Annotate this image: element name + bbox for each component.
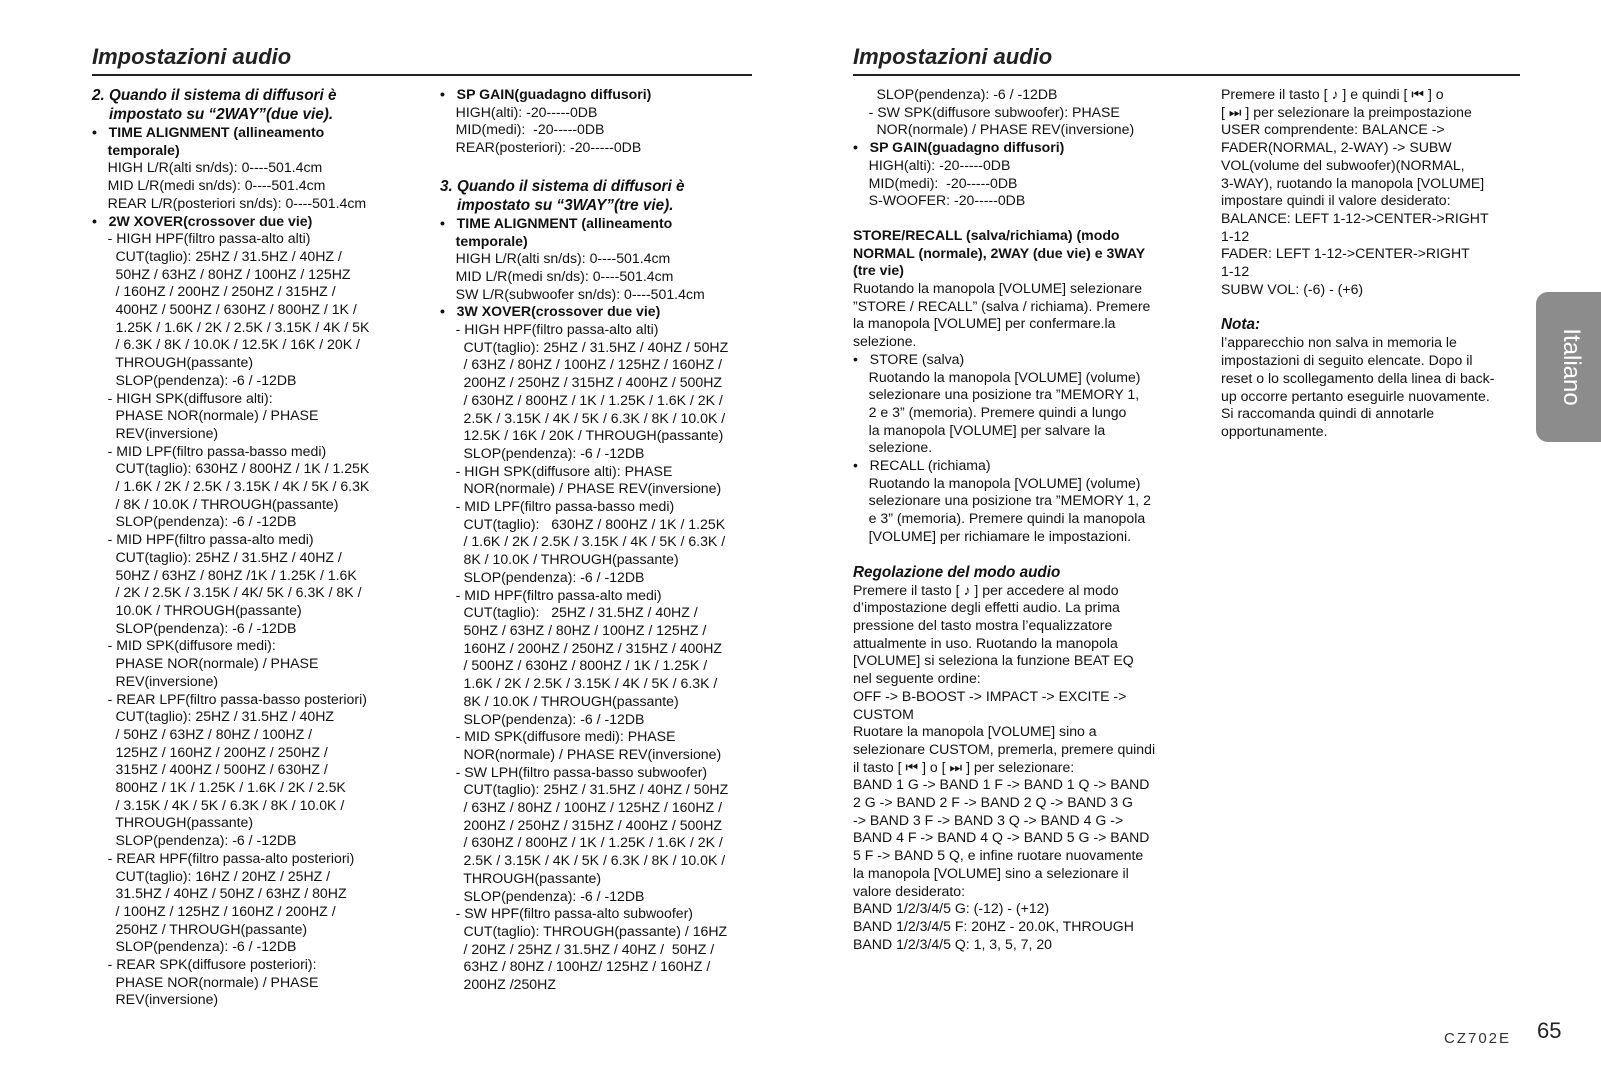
text-line: 1.6K / 2K / 2.5K / 3.15K / 4K / 5K / 6.3K / (440, 675, 718, 692)
text-line: 63HZ / 80HZ / 100HZ/ 125HZ / 160HZ / (440, 958, 711, 975)
text-line: BALANCE: LEFT 1-12->CENTER->RIGHT (1221, 209, 1489, 226)
text-line: MID L/R(medi sn/ds): 0----501.4cm (440, 267, 674, 284)
text-line: BAND 1/2/3/4/5 G: (-12) - (+12) (853, 900, 1050, 917)
text-line: / 6.3K / 8K / 10.0K / 12.5K / 16K / 20K / (92, 336, 360, 353)
text-line: SLOP(pendenza): -6 / -12DB (853, 86, 1058, 102)
text-line: valore desiderato: (853, 882, 966, 899)
text-line: 2 e 3” (memoria). Premere quindi a lungo (853, 403, 1127, 420)
text-line: CUT(taglio): 630HZ / 800HZ / 1K / 1.25K (440, 515, 726, 532)
text-line: CUT(taglio): 630HZ / 800HZ / 1K / 1.25K (92, 460, 370, 477)
text-line: SUBW VOL: (-6) - (+6) (1221, 280, 1364, 297)
text-line: - REAR LPF(filtro passa-basso posteriori) (92, 690, 367, 707)
text-line: la manopola [VOLUME] per salvare la (853, 421, 1106, 438)
text-line: attualmente in uso. Ruotando la manopola (853, 634, 1118, 651)
text-line: [ ⏭ ] per selezionare la preimpostazione (1221, 103, 1472, 120)
text-line: • SP GAIN(guadagno diffusori) (853, 139, 1065, 156)
text-line: 250HZ / THROUGH(passante) (92, 920, 308, 937)
text-line: / 1.6K / 2K / 2.5K / 3.15K / 4K / 5K / 6.3K / (440, 533, 726, 550)
text-line: Premere il tasto [ ♪ ] e quindi [ ⏮ ] o (1221, 86, 1444, 102)
text-line: 5 F -> BAND 5 Q, e infine ruotare nuovamente (853, 847, 1144, 864)
text-line: CUT(taglio): 16HZ / 20HZ / 25HZ / (92, 867, 331, 884)
text-line: Ruotando la manopola [VOLUME] selezionare (853, 280, 1143, 297)
text-line: • STORE (salva) (853, 350, 965, 367)
text-line: 800HZ / 1K / 1.25K / 1.6K / 2K / 2.5K (92, 779, 346, 796)
text-line: 8K / 10.0K / THROUGH(passante) (440, 692, 679, 709)
text-line: S-WOOFER: -20-----0DB (853, 192, 1026, 209)
text-line: impostazioni di seguito elencate. Dopo il (1221, 352, 1473, 369)
text-line: SLOP(pendenza): -6 / -12DB (440, 710, 645, 727)
text-line: REV(inversione) (92, 424, 219, 441)
text-line: CUT(taglio): 25HZ / 31.5HZ / 40HZ / (92, 247, 342, 264)
text-line: • 2W XOVER(crossover due vie) (92, 212, 313, 229)
text-line: SLOP(pendenza): -6 / -12DB (92, 938, 297, 955)
text-line: up occorre pertanto eseguirle nuovamente. (1221, 387, 1490, 404)
page-title-right: Impostazioni audio (853, 42, 1520, 76)
text-line: / 100HZ / 125HZ / 160HZ / 200HZ / (92, 902, 336, 919)
text-line: SLOP(pendenza): -6 / -12DB (92, 619, 297, 636)
text-line: / 160HZ / 200HZ / 250HZ / 315HZ / (92, 283, 336, 300)
section-heading: Nota: (1221, 316, 1261, 334)
text-line: CUSTOM (853, 705, 914, 722)
text-line: 50HZ / 63HZ / 80HZ / 100HZ / 125HZ / (440, 621, 707, 638)
text-line: - MID HPF(filtro passa-alto medi) (92, 531, 314, 548)
text-line: - MID HPF(filtro passa-alto medi) (440, 586, 662, 603)
text-line: / 1.6K / 2K / 2.5K / 3.15K / 4K / 5K / 6.3K (92, 478, 370, 495)
text-line: - HIGH SPK(diffusore alti): (92, 389, 273, 406)
spacer (853, 210, 1173, 227)
text-line: 200HZ / 250HZ / 315HZ / 400HZ / 500HZ (440, 374, 722, 391)
section-heading: 3. Quando il sistema di diffusori è (440, 177, 685, 195)
text-line: 125HZ / 160HZ / 200HZ / 250HZ / (92, 743, 328, 760)
section-heading: Regolazione del modo audio (853, 563, 1061, 581)
text-line: CUT(taglio): 25HZ / 31.5HZ / 40HZ / (92, 548, 342, 565)
text-line: 160HZ / 200HZ / 250HZ / 315HZ / 400HZ (440, 639, 722, 656)
text-line: -> BAND 3 F -> BAND 3 Q -> BAND 4 G -> (853, 811, 1124, 828)
page-title-left: Impostazioni audio (92, 42, 752, 76)
text-line: THROUGH(passante) (440, 869, 602, 886)
text-line: 400HZ / 500HZ / 630HZ / 800HZ / 1K / (92, 301, 357, 318)
text-line: - MID SPK(diffusore medi): PHASE (440, 728, 676, 745)
text-line: FADER(NORMAL, 2-WAY) -> SUBW (1221, 139, 1452, 156)
text-line: 50HZ / 63HZ / 80HZ / 100HZ / 125HZ (92, 265, 351, 282)
text-line: NOR(normale) / PHASE REV(inversione) (853, 121, 1135, 138)
text-line: PHASE NOR(normale) / PHASE (92, 407, 319, 424)
text-line: 31.5HZ / 40HZ / 50HZ / 63HZ / 80HZ (92, 885, 347, 902)
model-number: CZ702E (1444, 1030, 1512, 1047)
text-line: 10.0K / THROUGH(passante) (92, 601, 302, 618)
text-line: - HIGH HPF(filtro passa-alto alti) (92, 230, 311, 247)
text-line: - MID LPF(filtro passa-basso medi) (92, 442, 327, 459)
text-line: VOL(volume del subwoofer)(NORMAL, (1221, 156, 1465, 173)
text-line: HIGH L/R(alti sn/ds): 0----501.4cm (92, 159, 323, 176)
text-line: selezionare una posizione tra ”MEMORY 1, 2 (853, 492, 1151, 509)
text-line: 12.5K / 16K / 20K / THROUGH(passante) (440, 427, 724, 444)
text-line: d’impostazione degli effetti audio. La prima (853, 599, 1120, 616)
text-line: / 8K / 10.0K / THROUGH(passante) (92, 495, 339, 512)
text-line: nel seguente ordine: (853, 670, 981, 687)
text-line: 200HZ / 250HZ / 315HZ / 400HZ / 500HZ (440, 816, 722, 833)
text-line: FADER: LEFT 1-12->CENTER->RIGHT (1221, 245, 1470, 262)
text-line: / 630HZ / 800HZ / 1K / 1.25K / 1.6K / 2K / (440, 834, 723, 851)
text-line: (tre vie) (853, 262, 904, 279)
text-line: la manopola [VOLUME] per confermare.la (853, 315, 1116, 332)
spacer (853, 546, 1173, 563)
section-heading: 2. Quando il sistema di diffusori è (92, 87, 337, 104)
text-line: BAND 4 F -> BAND 4 Q -> BAND 5 G -> BAND (853, 829, 1150, 846)
text-line: • 3W XOVER(crossover due vie) (440, 303, 661, 320)
text-line: THROUGH(passante) (92, 814, 254, 831)
text-line: PHASE NOR(normale) / PHASE (92, 973, 319, 990)
spacer (1221, 298, 1515, 315)
text-line: ”STORE / RECALL” (salva / richiama). Premere (853, 297, 1151, 314)
text-line: Si raccomanda quindi di annotarle (1221, 405, 1435, 422)
text-line: SLOP(pendenza): -6 / -12DB (440, 568, 645, 585)
text-line: OFF -> B-BOOST -> IMPACT -> EXCITE -> (853, 687, 1127, 704)
text-line: REV(inversione) (92, 672, 219, 689)
text-line: SW L/R(subwoofer sn/ds): 0----501.4cm (440, 285, 705, 302)
text-line: MID(medi): -20-----0DB (440, 121, 605, 138)
text-line: USER comprendente: BALANCE -> (1221, 121, 1445, 138)
text-line: Ruotando la manopola [VOLUME] (volume) (853, 368, 1141, 385)
column-4 (1221, 86, 1515, 441)
text-line: SLOP(pendenza): -6 / -12DB (440, 444, 645, 461)
text-line: / 500HZ / 630HZ / 800HZ / 1K / 1.25K / (440, 657, 708, 674)
text-line: selezione. (853, 333, 917, 350)
text-line: Ruotando la manopola [VOLUME] (volume) (853, 474, 1141, 491)
text-line: [VOLUME] per richiamare le impostazioni. (853, 527, 1132, 544)
text-line: SLOP(pendenza): -6 / -12DB (92, 832, 297, 849)
text-line: / 3.15K / 4K / 5K / 6.3K / 8K / 10.0K / (92, 796, 345, 813)
text-line: MID(medi): -20-----0DB (853, 174, 1018, 191)
text-line: BAND 1/2/3/4/5 Q: 1, 3, 5, 7, 20 (853, 935, 1052, 952)
text-line: [VOLUME] si seleziona la funzione BEAT EQ (853, 652, 1134, 669)
page-number: 65 (1537, 1018, 1562, 1043)
text-line: • TIME ALIGNMENT (allineamento (440, 214, 673, 231)
text-line: reset o lo scollegamento della linea di back- (1221, 369, 1495, 386)
text-line: / 63HZ / 80HZ / 100HZ / 125HZ / 160HZ / (440, 356, 722, 373)
text-line: selezionare una posizione tra ”MEMORY 1, (853, 386, 1140, 403)
text-line: SLOP(pendenza): -6 / -12DB (440, 887, 645, 904)
text-line: l’apparecchio non salva in memoria le (1221, 334, 1457, 351)
text-line: pressione del tasto mostra l’equalizzatore (853, 616, 1113, 633)
text-line: Premere il tasto [ ♪ ] per accedere al modo (853, 581, 1119, 598)
text-line: - SW SPK(diffusore subwoofer): PHASE (853, 103, 1120, 120)
text-line: 200HZ /250HZ (440, 976, 556, 993)
text-line: CUT(taglio): 25HZ / 31.5HZ / 40HZ (92, 708, 335, 725)
column-2 (440, 86, 758, 994)
text-line: • RECALL (richiama) (853, 457, 991, 474)
text-line: / 2K / 2.5K / 3.15K / 4K/ 5K / 6.3K / 8K / (92, 584, 362, 601)
language-tab (1536, 292, 1601, 442)
text-line: PHASE NOR(normale) / PHASE (92, 655, 319, 672)
text-line: • SP GAIN(guadagno diffusori) (440, 86, 652, 102)
text-line: 2.5K / 3.15K / 4K / 5K / 6.3K / 8K / 10.0K / (440, 409, 726, 426)
text-line: - SW HPF(filtro passa-alto subwoofer) (440, 905, 693, 922)
text-line: BAND 1 G -> BAND 1 F -> BAND 1 Q -> BAND (853, 776, 1150, 793)
text-line: Ruotare la manopola [VOLUME] sino a (853, 723, 1097, 740)
text-line: CUT(taglio): 25HZ / 31.5HZ / 40HZ / (440, 604, 698, 621)
text-line: CUT(taglio): THROUGH(passante) / 16HZ (440, 922, 728, 939)
text-line: 2 G -> BAND 2 F -> BAND 2 Q -> BAND 3 G (853, 794, 1133, 811)
text-line: 3-WAY), ruotando la manopola [VOLUME] (1221, 174, 1485, 191)
text-line: - MID SPK(diffusore medi): (92, 637, 276, 654)
text-line: HIGH(alti): -20-----0DB (853, 156, 1011, 173)
text-line: CUT(taglio): 25HZ / 31.5HZ / 40HZ / 50HZ (440, 781, 729, 798)
text-line: il tasto [ ⏮ ] o [ ⏭ ] per selezionare: (853, 758, 1075, 775)
text-line: - SW LPH(filtro passa-basso subwoofer) (440, 763, 708, 780)
text-line: REV(inversione) (92, 991, 219, 1008)
text-line: - REAR HPF(filtro passa-alto posteriori) (92, 849, 355, 866)
text-line: 1-12 (1221, 263, 1250, 280)
column-1 (92, 86, 412, 1009)
text-line: / 20HZ / 25HZ / 31.5HZ / 40HZ / 50HZ / (440, 940, 715, 957)
text-line: 1.25K / 1.6K / 2K / 2.5K / 3.15K / 4K / 5K (92, 318, 370, 335)
spacer (440, 157, 758, 177)
text-line: / 50HZ / 63HZ / 80HZ / 100HZ / (92, 725, 313, 742)
text-line: - HIGH SPK(diffusore alti): PHASE (440, 462, 673, 479)
text-line: e 3” (memoria). Premere quindi la manopola (853, 510, 1146, 527)
text-line: selezione. (853, 439, 933, 456)
text-line: NOR(normale) / PHASE REV(inversione) (440, 480, 722, 497)
text-line: temporale) (440, 232, 528, 249)
text-line: 50HZ / 63HZ / 80HZ /1K / 1.25K / 1.6K (92, 566, 357, 583)
text-line: - REAR SPK(diffusore posteriori): (92, 956, 317, 973)
text-line: STORE/RECALL (salva/richiama) (modo (853, 226, 1120, 243)
text-line: 315HZ / 400HZ / 500HZ / 630HZ / (92, 761, 328, 778)
section-heading: impostato su “3WAY”(tre vie). (440, 196, 674, 214)
column-3 (853, 86, 1173, 953)
language-tab-label: Italiano (1557, 328, 1585, 406)
text-line: / 630HZ / 800HZ / 1K / 1.25K / 1.6K / 2K / (440, 391, 723, 408)
text-line: REAR L/R(posteriori sn/ds): 0----501.4cm (92, 194, 367, 211)
text-line: NOR(normale) / PHASE REV(inversione) (440, 745, 722, 762)
section-heading: impostato su “2WAY”(due vie). (92, 106, 334, 123)
text-line: NORMAL (normale), 2WAY (due vie) e 3WAY (853, 244, 1146, 261)
text-line: opportunamente. (1221, 422, 1328, 439)
text-line: MID L/R(medi sn/ds): 0----501.4cm (92, 177, 326, 194)
text-line: temporale) (92, 141, 180, 158)
text-line: BAND 1/2/3/4/5 F: 20HZ - 20.0K, THROUGH (853, 917, 1134, 934)
text-line: HIGH(alti): -20-----0DB (440, 103, 598, 120)
text-line: REAR(posteriori): -20-----0DB (440, 139, 642, 156)
text-line: • TIME ALIGNMENT (allineamento (92, 124, 325, 140)
text-line: 2.5K / 3.15K / 4K / 5K / 6.3K / 8K / 10.0K / (440, 852, 726, 869)
text-line: - MID LPF(filtro passa-basso medi) (440, 498, 675, 515)
text-line: SLOP(pendenza): -6 / -12DB (92, 513, 297, 530)
text-line: - HIGH HPF(filtro passa-alto alti) (440, 321, 659, 338)
text-line: 8K / 10.0K / THROUGH(passante) (440, 551, 679, 568)
text-line: 1-12 (1221, 227, 1250, 244)
text-line: SLOP(pendenza): -6 / -12DB (92, 371, 297, 388)
text-line: / 63HZ / 80HZ / 100HZ / 125HZ / 160HZ / (440, 799, 722, 816)
text-line: HIGH L/R(alti sn/ds): 0----501.4cm (440, 250, 671, 267)
text-line: impostare quindi il valore desiderato: (1221, 192, 1451, 209)
text-line: la manopola [VOLUME] sino a selezionare il (853, 864, 1129, 881)
text-line: selezionare CUSTOM, premerla, premere quindi (853, 740, 1156, 757)
text-line: THROUGH(passante) (92, 354, 254, 371)
text-line: CUT(taglio): 25HZ / 31.5HZ / 40HZ / 50HZ (440, 338, 729, 355)
